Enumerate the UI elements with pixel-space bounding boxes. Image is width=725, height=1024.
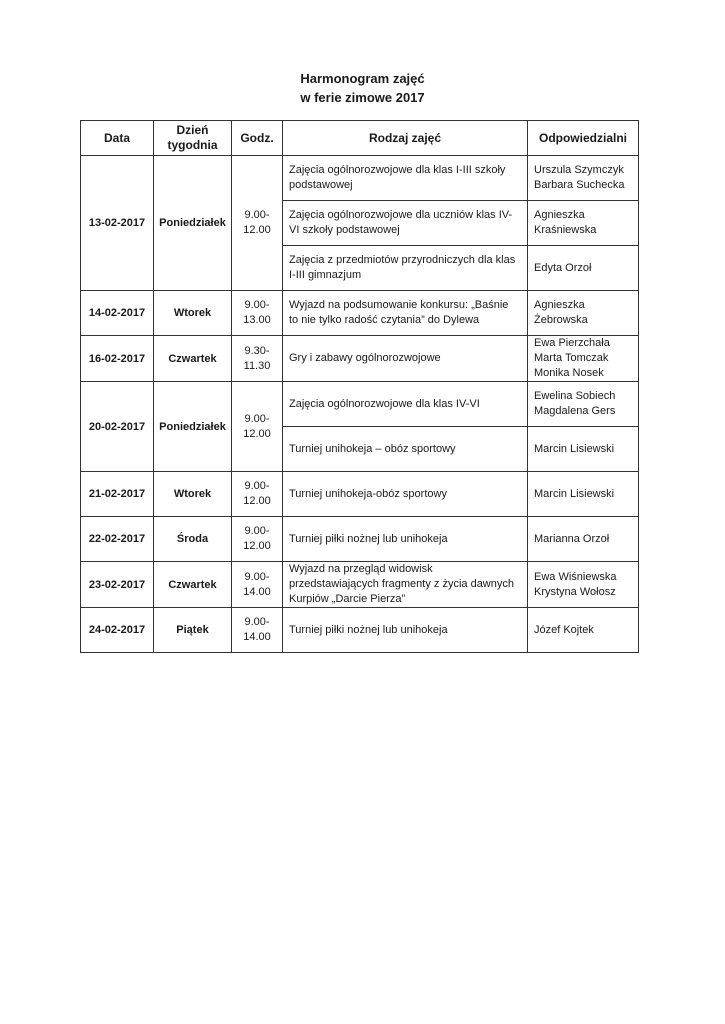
responsible-person: Monika Nosek xyxy=(534,367,604,379)
activity-line: to nie tylko radość czytania” do Dylewa xyxy=(289,314,480,326)
activity-line: Zajęcia z przedmiotów przyrodniczych dla klas xyxy=(289,254,516,266)
hours-line: 9.00- xyxy=(244,616,270,628)
responsible-person: Barbara Suchecka xyxy=(534,179,625,191)
activity-cell xyxy=(283,382,528,427)
date-cell: 24-02-2017 xyxy=(81,608,154,653)
table-row xyxy=(81,336,639,382)
table-row xyxy=(81,156,639,201)
activity-line: Turniej unihokeja – obóz sportowy xyxy=(289,442,456,455)
responsible-person: Urszula Szymczyk xyxy=(534,164,624,176)
day-cell: Poniedziałek xyxy=(154,156,232,291)
activity-line: Zajęcia ogólnorozwojowe dla uczniów klas IV- xyxy=(289,209,513,221)
responsible-cell xyxy=(528,382,639,427)
responsible-person: Edyta Orzoł xyxy=(534,261,592,274)
date-cell: 20-02-2017 xyxy=(81,382,154,472)
header-row xyxy=(81,121,639,156)
schedule-table xyxy=(80,120,639,653)
date-cell: 16-02-2017 xyxy=(81,336,154,382)
day-cell: Wtorek xyxy=(154,472,232,517)
activity-cell xyxy=(283,291,528,336)
hours-line: 9.30- xyxy=(244,344,270,357)
hours-line: 12.00 xyxy=(243,427,271,440)
day-cell: Środa xyxy=(154,517,232,562)
hours-line: 9.00- xyxy=(244,570,270,583)
hours-line: 12.00 xyxy=(243,224,271,236)
date-cell: 14-02-2017 xyxy=(81,291,154,336)
responsible-person: Krystyna Wołosz xyxy=(534,585,616,598)
header-responsible: Odpowiedzialni xyxy=(528,121,639,156)
date-cell: 23-02-2017 xyxy=(81,562,154,608)
header-day xyxy=(154,121,232,156)
hours-cell xyxy=(232,517,283,562)
responsible-person: Magdalena Gers xyxy=(534,405,616,417)
activity-cell xyxy=(283,427,528,472)
hours-cell xyxy=(232,608,283,653)
activity-line: Zajęcia ogólnorozwojowe dla klas IV-VI xyxy=(289,397,480,410)
responsible-person: Żebrowska xyxy=(534,314,588,326)
responsible-person: Agnieszka xyxy=(534,299,585,311)
activity-cell xyxy=(283,336,528,382)
date-cell: 13-02-2017 xyxy=(81,156,154,291)
hours-line: 12.00 xyxy=(243,540,271,552)
hours-cell xyxy=(232,336,283,382)
header-day-line-1: Dzień xyxy=(176,123,209,137)
header-day-line-2: tygodnia xyxy=(167,138,218,152)
hours-line: 9.00- xyxy=(244,299,270,311)
responsible-person: Kraśniewska xyxy=(534,224,597,236)
hours-line: 14.00 xyxy=(243,631,271,643)
responsible-cell xyxy=(528,472,639,517)
activity-line: Zajęcia ogólnorozwojowe dla klas I-III szkoły xyxy=(289,164,506,176)
activity-cell xyxy=(283,472,528,517)
activity-cell xyxy=(283,156,528,201)
title-line-2: w ferie zimowe 2017 xyxy=(300,90,425,105)
responsible-person: Ewa Pierzchała xyxy=(534,337,610,349)
header-activity: Rodzaj zajęć xyxy=(283,121,528,156)
activity-cell xyxy=(283,562,528,608)
responsible-cell xyxy=(528,291,639,336)
responsible-cell xyxy=(528,201,639,246)
responsible-cell xyxy=(528,517,639,562)
table-row xyxy=(81,608,639,653)
date-cell: 22-02-2017 xyxy=(81,517,154,562)
hours-cell xyxy=(232,291,283,336)
responsible-person: Agnieszka xyxy=(534,209,585,221)
hours-line: 9.00- xyxy=(244,480,270,492)
day-cell: Czwartek xyxy=(154,562,232,608)
activity-line: Kurpiów „Darcie Pierza” xyxy=(289,593,406,605)
responsible-person: Marcin Lisiewski xyxy=(534,487,615,500)
activity-line: przedstawiających fragmenty z życia dawnych xyxy=(289,578,514,590)
hours-cell xyxy=(232,382,283,472)
table-row xyxy=(81,382,639,427)
table-row xyxy=(81,472,639,517)
hours-cell xyxy=(232,562,283,608)
responsible-cell xyxy=(528,608,639,653)
activity-cell xyxy=(283,608,528,653)
hours-line: 12.00 xyxy=(243,495,271,507)
activity-line: VI szkoły podstawowej xyxy=(289,224,400,236)
activity-cell xyxy=(283,201,528,246)
responsible-cell xyxy=(528,156,639,201)
day-cell: Czwartek xyxy=(154,336,232,382)
hours-cell xyxy=(232,156,283,291)
activity-cell xyxy=(283,517,528,562)
table-row xyxy=(81,291,639,336)
responsible-cell xyxy=(528,246,639,291)
header-hours: Godz. xyxy=(232,121,283,156)
responsible-person: Ewelina Sobiech xyxy=(534,390,616,402)
hours-line: 14.00 xyxy=(243,585,271,598)
document-title xyxy=(0,69,725,107)
day-cell: Poniedziałek xyxy=(154,382,232,472)
activity-line: Gry i zabawy ogólnorozwojowe xyxy=(289,352,441,364)
responsible-person: Józef Kojtek xyxy=(534,623,594,636)
activity-line: Turniej piłki nożnej lub unihokeja xyxy=(289,532,448,545)
schedule-body xyxy=(81,156,639,653)
responsible-person: Ewa Wiśniewska xyxy=(534,570,617,583)
responsible-person: Marcin Lisiewski xyxy=(534,442,615,455)
title-line-1: Harmonogram zajęć xyxy=(300,71,425,86)
activity-line: Turniej piłki nożnej lub unihokeja xyxy=(289,623,448,636)
activity-line: Wyjazd na podsumowanie konkursu: „Baśnie xyxy=(289,299,509,311)
header-date: Data xyxy=(81,121,154,156)
activity-line: Wyjazd na przegląd widowisk xyxy=(289,563,433,575)
hours-line: 9.00- xyxy=(244,209,270,221)
day-cell: Wtorek xyxy=(154,291,232,336)
hours-line: 9.00- xyxy=(244,412,270,425)
responsible-person: Marianna Orzoł xyxy=(534,532,610,545)
date-cell: 21-02-2017 xyxy=(81,472,154,517)
hours-line: 13.00 xyxy=(243,314,271,326)
responsible-cell xyxy=(528,336,639,382)
activity-line: I-III gimnazjum xyxy=(289,269,362,281)
hours-line: 9.00- xyxy=(244,525,270,537)
table-row xyxy=(81,517,639,562)
table-row xyxy=(81,562,639,608)
hours-line: 11.30 xyxy=(243,359,271,372)
activity-cell xyxy=(283,246,528,291)
hours-cell xyxy=(232,472,283,517)
activity-line: Turniej unihokeja-obóz sportowy xyxy=(289,487,447,500)
activity-line: podstawowej xyxy=(289,179,353,191)
responsible-person: Marta Tomczak xyxy=(534,352,609,364)
day-cell: Piątek xyxy=(154,608,232,653)
responsible-cell xyxy=(528,427,639,472)
responsible-cell xyxy=(528,562,639,608)
